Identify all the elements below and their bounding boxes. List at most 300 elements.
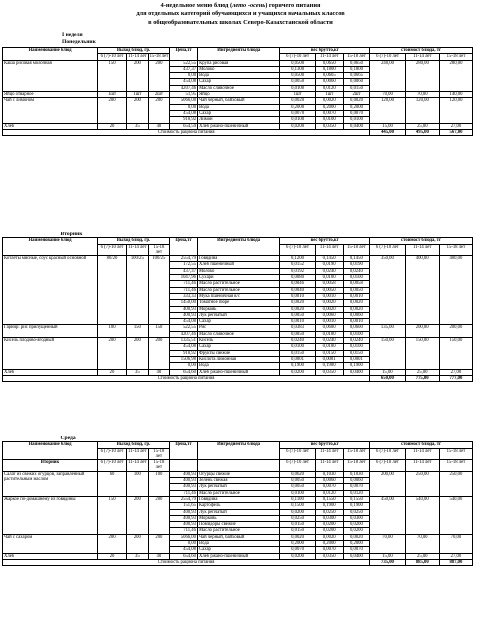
dish-output: 100 — [148, 471, 170, 496]
ingredient-weight: 0,0250 — [315, 509, 343, 515]
dish-cost: 120,00 — [439, 98, 472, 123]
header-age: 6 (7)-10 лет — [97, 244, 126, 256]
dish-output: 20 — [97, 123, 126, 129]
header-cost: стоимост блюда, тг — [370, 238, 473, 244]
ingredient-name: Молоко — [198, 66, 280, 72]
ingredient-weight: 0,0070 — [343, 547, 370, 553]
ingredient-price: 400,93 — [170, 515, 198, 521]
ingredient-weight: 0,0070 — [280, 547, 315, 553]
ingredient-name: Рис — [197, 325, 279, 331]
header-price: Цена,тг — [170, 442, 198, 460]
ingredient-price: 454,08 — [170, 319, 198, 325]
header-gross: вес брутто,кг — [280, 48, 370, 54]
ingredient-name: Масло растительное — [197, 490, 279, 496]
header-age: 15-18 лет — [148, 448, 170, 460]
ingredient-price: 51,95 — [170, 92, 198, 98]
ingredient-price: 454,08 — [170, 110, 198, 116]
ingredient-weight: 0,0010 — [343, 319, 370, 325]
ingredient-price: 333,33 — [170, 293, 198, 299]
header-age: 11-14 лет — [127, 448, 149, 460]
dish-name: Жаркое по-домашнему из говядины — [3, 496, 98, 534]
dish-name: Чай с сахаром — [3, 534, 98, 553]
ingredient-row — [3, 534, 473, 540]
dish-cost: 25,00 — [405, 123, 439, 129]
ingredient-weight: 0,0046 — [280, 281, 315, 287]
ingredient-price: 522,55 — [170, 325, 198, 331]
ingredient-weight: 1шт — [280, 92, 315, 98]
ingredient-price: 654,60 — [170, 553, 198, 559]
ingredient-name: Говядина — [197, 496, 279, 502]
dish-output: 35 — [127, 553, 149, 559]
ingredient-weight: 0,0010 — [315, 293, 343, 299]
ingredient-price: 522,55 — [170, 60, 198, 66]
ingredient-weight: 0,0152 — [280, 262, 315, 268]
ingredient-name: Лимон — [198, 117, 280, 123]
dish-cost: 120,00 — [405, 98, 439, 123]
ingredient-weight: 0,0070 — [315, 110, 343, 116]
ingredient-weight: 0,0020 — [343, 306, 370, 312]
ingredient-weight: 0,1030 — [315, 471, 343, 477]
ingredient-price: 711,46 — [170, 287, 198, 293]
ingredient-weight: 0,0300 — [315, 515, 343, 521]
ingredient-weight: 0,0250 — [343, 509, 370, 515]
dish-cost: 350,00 — [370, 256, 405, 325]
ingredient-weight: 0,0050 — [280, 484, 315, 490]
ingredient-price: 711,46 — [170, 281, 198, 287]
ingredient-weight: 0,0600 — [343, 325, 370, 331]
header-age: 11-14 лет — [405, 244, 439, 256]
dish-cost: 150,00 — [439, 338, 472, 369]
ingredient-weight: 0,0200 — [343, 522, 370, 528]
ingredient-name: Масло растительное — [197, 281, 279, 287]
ingredient-weight: 0,0192 — [280, 268, 315, 274]
total-cost: 885,00 — [405, 559, 439, 565]
ingredient-weight: 0,1450 — [343, 256, 370, 262]
dish-output: 100/25 — [148, 256, 170, 325]
header-age: 6 (7)-10 лет — [280, 244, 315, 256]
dish-output: 40 — [148, 553, 170, 559]
ingredient-weight: 0,0010 — [280, 319, 315, 325]
ingredient-weight: 0,0620 — [280, 471, 315, 477]
ingredient-weight: 0,0020 — [315, 534, 343, 540]
ingredient-name: Чай черный, байховый — [197, 534, 279, 540]
total-cost: 650,00 — [370, 375, 405, 381]
ingredient-name: Сухари — [197, 275, 279, 281]
ingredient-weight: 0,0010 — [315, 319, 343, 325]
ingredient-weight: 0,0100 — [315, 275, 343, 281]
ingredient-weight: 0,1450 — [315, 256, 343, 262]
dish-output: 1шт — [127, 92, 149, 98]
ingredient-weight: 0,0020 — [315, 98, 343, 104]
menu-table-day-1 — [2, 47, 473, 136]
header-age: 6 (7)-10 лет — [370, 448, 405, 460]
ingredient-name: Вода — [197, 541, 279, 547]
title-line-2: для отдельных категорий обучающихся и учащихся начальных классов — [136, 10, 345, 18]
ingredient-name: Огурцы свежие — [197, 471, 279, 477]
header-price: Цена,тг — [170, 48, 198, 61]
ingredient-weight: 0,1550 — [315, 496, 343, 502]
ingredient-weight: 0,0150 — [315, 350, 343, 356]
day-label: Среда — [60, 436, 76, 441]
ingredient-name: Хлеб ржано-пшеничный — [198, 123, 280, 129]
dish-name: Чай с лимоном — [3, 98, 98, 123]
ingredient-weight: 0,0100 — [343, 117, 370, 123]
ingredient-price: 454,08 — [170, 547, 198, 553]
ingredient-weight: 0,1500 — [280, 503, 315, 509]
dish-cost: 540,00 — [405, 496, 439, 534]
dish-cost: 280,00 — [405, 60, 439, 91]
ingredient-weight: 0,0240 — [315, 338, 343, 344]
header-age: 11-14 лет — [128, 54, 147, 60]
ingredient-weight: 0,0100 — [280, 344, 315, 350]
header-age: 15-18 лет — [343, 448, 370, 460]
ingredient-weight: 0,0150 — [343, 350, 370, 356]
ingredient-price: 654,59 — [170, 123, 198, 129]
ingredient-weight: 0,0020 — [280, 98, 315, 104]
dish-cost: 450,00 — [370, 496, 405, 534]
header-dish: Наименование блюд — [3, 48, 98, 61]
ingredient-weight: 0,0190 — [315, 262, 343, 268]
ingredient-name: Хлеб ржано-пшеничный — [197, 369, 279, 375]
dish-output: 2шт — [148, 92, 170, 98]
ingredient-price: 1450,00 — [170, 300, 198, 306]
header-age: 6 (7)-10 лет — [97, 54, 126, 60]
header-gross: вес брутто,кг — [280, 442, 370, 448]
ingredient-weight: 0,0500 — [280, 73, 315, 79]
ingredient-weight: 0,1030 — [343, 471, 370, 477]
total-cost: 775,00 — [405, 375, 439, 381]
ingredient-name: Хлеб пшеничный — [197, 262, 279, 268]
dish-output: 150 — [97, 496, 126, 534]
header-gross: вес брутто,кг — [280, 238, 370, 244]
ingredient-name: Вода — [197, 363, 279, 369]
header-age: 15-18 лет — [149, 54, 169, 60]
ingredient-name: Лук репчатый — [197, 484, 279, 490]
dish-output: 150 — [148, 325, 170, 338]
ingredient-weight: 0,0120 — [315, 85, 343, 91]
ingredient-weight: 0,1900 — [280, 363, 315, 369]
ingredient-weight: 0,0350 — [315, 369, 343, 375]
ingredient-name: Морковь — [197, 306, 279, 312]
ingredient-weight: 0,0300 — [343, 515, 370, 521]
ingredient-weight: 0,0240 — [315, 268, 343, 274]
dish-cost: 25,00 — [405, 369, 439, 375]
ingredient-name: Вода — [198, 73, 280, 79]
dish-cost: 400,00 — [439, 256, 472, 325]
ingredient-weight: 0,0650 — [315, 60, 343, 66]
total-cost: 887,00 — [439, 559, 472, 565]
ingredient-weight: 0,0100 — [343, 275, 370, 281]
header-age: 6 (7)-10 лет — [280, 448, 315, 460]
title-line-1: 4-недельное меню блюд (лето -осень) горячего питания — [160, 2, 321, 9]
ingredient-name: Чай черный, байховый — [198, 98, 280, 104]
ingredient-weight: 0,0200 — [343, 528, 370, 534]
dish-cost: 70,00 — [405, 92, 439, 98]
ingredient-name: Сахар — [197, 319, 279, 325]
ingredient-name: Сахар — [198, 79, 280, 85]
document-title — [0, 2, 481, 27]
ingredient-weight: 0,1900 — [343, 363, 370, 369]
ingredient-weight: 0,0240 — [280, 338, 315, 344]
ingredient-weight: 0,1550 — [343, 496, 370, 502]
ingredient-name: Масло сливочное — [198, 85, 280, 91]
ingredient-price: 0,00 — [170, 73, 198, 79]
dish-cost: 280,00 — [439, 60, 472, 91]
dish-output: 80/20 — [97, 256, 126, 325]
day-label: Вторник — [60, 232, 83, 237]
total-label: Стоимость рациона питания — [3, 375, 370, 381]
header-cost: стоимост блюда, тг — [370, 48, 473, 54]
header-ingredients: Ингредиенты блюда — [197, 442, 279, 460]
header-age: 15-18 лет — [148, 460, 170, 472]
dish-cost: 15,00 — [370, 369, 405, 375]
dish-output: 200 — [127, 338, 149, 369]
ingredient-name: Мука пшеничная в/с — [197, 293, 279, 299]
ingredient-weight: 0,0050 — [280, 331, 315, 337]
dish-name: Яйцо отварное — [3, 92, 98, 98]
ingredient-weight: 0,0350 — [315, 123, 343, 129]
ingredient-price: 5066,00 — [170, 98, 198, 104]
ingredient-name: Сахар — [197, 344, 279, 350]
dish-name: Хлеб — [3, 123, 98, 129]
header-age: 6 (7)-10 лет — [370, 54, 405, 60]
subhead-dish: Вторник — [3, 460, 98, 472]
empty-cell — [170, 460, 198, 472]
menu-table-day-2 — [2, 232, 473, 382]
ingredient-weight: 0,0020 — [343, 98, 370, 104]
ingredient-weight: 0,0240 — [343, 268, 370, 274]
dish-cost: 27,00 — [439, 123, 472, 129]
ingredient-price: 400,93 — [170, 478, 198, 484]
dish-cost: 400,00 — [405, 256, 439, 325]
total-label: Стоимость рациона питания — [3, 129, 370, 135]
ingredient-weight: 0,0060 — [315, 312, 343, 318]
dish-output: 200 — [148, 98, 170, 123]
dish-cost: 200,00 — [370, 471, 405, 496]
header-age: 11-14 лет — [315, 460, 343, 472]
dish-output: 35 — [127, 369, 149, 375]
dish-name: Гарнир: рис припущенный — [3, 325, 98, 338]
ingredient-price: 437,37 — [170, 66, 198, 72]
ingredient-price: 400,93 — [170, 471, 198, 477]
header-age: 6 (7)-10 лет — [370, 244, 405, 256]
header-age: 15-18 лет — [439, 460, 472, 472]
total-cost: 495,00 — [405, 129, 439, 135]
ingredient-weight: 0,0650 — [343, 60, 370, 66]
ingredient-weight: 0,0600 — [315, 325, 343, 331]
ingredient-weight: 0,0060 — [315, 79, 343, 85]
ingredient-price: 4207,46 — [170, 331, 198, 337]
ingredient-weight: 0,0200 — [280, 123, 315, 129]
ingredient-weight: 0,0060 — [343, 312, 370, 318]
ingredient-name: Сахар — [198, 110, 280, 116]
ingredient-weight: 0,0020 — [280, 300, 315, 306]
header-output: Выход блюд, гр. — [97, 238, 169, 244]
ingredient-name: Масло растительное — [197, 528, 279, 534]
ingredient-weight: 0,0070 — [315, 484, 343, 490]
ingredient-row — [3, 98, 473, 104]
header-age: 11-14 лет — [405, 460, 439, 472]
dish-cost: 25,00 — [405, 553, 439, 559]
ingredient-name: Масло сливочное — [197, 331, 279, 337]
header-age: 6 (7)-10 лет — [97, 460, 126, 472]
ingredient-weight: 0,0050 — [280, 79, 315, 85]
header-output: Выход блюд, гр. — [97, 442, 169, 448]
ingredient-price: 4207,46 — [170, 85, 198, 91]
header-age: 15-18 лет — [343, 54, 370, 60]
ingredient-weight: 0,0020 — [343, 300, 370, 306]
ingredient-weight: 0,0200 — [280, 553, 315, 559]
dish-output: 200 — [127, 98, 149, 123]
ingredient-price: 5066,00 — [170, 534, 198, 540]
ingredient-weight: 0,0120 — [315, 490, 343, 496]
ingredient-weight: 0,0010 — [280, 293, 315, 299]
ingredient-weight: 0,0050 — [315, 287, 343, 293]
ingredient-weight: 0,0001 — [343, 356, 370, 362]
ingredient-weight: 0,0400 — [343, 123, 370, 129]
ingredient-weight: 0,0100 — [343, 331, 370, 337]
dish-cost: 150,00 — [370, 338, 405, 369]
header-age: 15-18 лет — [343, 460, 370, 472]
ingredient-name: Зелень свежая — [197, 478, 279, 484]
ingredient-weight: 0,0070 — [343, 110, 370, 116]
ingredient-weight: 0,0100 — [315, 117, 343, 123]
ingredient-weight: 0,0060 — [343, 478, 370, 484]
total-cost: 567,00 — [439, 129, 472, 135]
total-cost: 777,00 — [439, 375, 472, 381]
dish-output: 200 — [148, 534, 170, 553]
header-age: 11-14 лет — [405, 54, 439, 60]
ingredient-weight: 2шт — [343, 92, 370, 98]
dish-output: 20 — [97, 369, 126, 375]
dish-output: 200 — [127, 534, 149, 553]
ingredient-weight: 0,1300 — [280, 66, 315, 72]
ingredient-price: 711,46 — [170, 490, 198, 496]
header-ingredients: Ингредиенты блюда — [198, 48, 280, 61]
ingredient-weight: 0,0010 — [343, 293, 370, 299]
ingredient-weight: 0,0100 — [280, 490, 315, 496]
ingredient-weight: 0,2000 — [315, 104, 343, 110]
dish-output: 40 — [148, 123, 170, 129]
ingredient-weight: 0,0020 — [280, 534, 315, 540]
dish-output: 1шт — [97, 92, 126, 98]
ingredient-weight: 0,0050 — [343, 287, 370, 293]
dish-cost: 70,00 — [405, 534, 439, 553]
ingredient-weight: 0,2000 — [343, 541, 370, 547]
ingredient-weight: 0,1200 — [280, 256, 315, 262]
dish-output: 200 — [127, 496, 149, 534]
ingredient-weight: 0,1900 — [343, 503, 370, 509]
dish-name: Хлеб — [3, 553, 98, 559]
ingredient-weight: 0,1800 — [315, 66, 343, 72]
dish-output: 60 — [97, 471, 126, 496]
dish-output: 35 — [127, 123, 149, 129]
ingredient-name: Морковь — [197, 515, 279, 521]
header-age: 15-18 лет — [439, 448, 472, 460]
dish-output: 100 — [97, 325, 126, 338]
ingredient-weight: 0,2000 — [315, 541, 343, 547]
ingredient-weight: 0,0040 — [280, 287, 315, 293]
ingredient-weight: 0,0240 — [343, 338, 370, 344]
header-age: 6 (7)-10 лет — [280, 54, 315, 60]
ingredient-name: Молоко — [197, 268, 279, 274]
header-age: 11-14 лет — [315, 448, 343, 460]
ingredient-name: Томатное пюре — [197, 300, 279, 306]
ingredient-weight: 0,0250 — [280, 515, 315, 521]
total-cost: 445,00 — [370, 129, 405, 135]
ingredient-weight: 0,0020 — [315, 306, 343, 312]
ingredient-weight: 0,0020 — [280, 306, 315, 312]
ingredient-weight: 0,0100 — [315, 344, 343, 350]
ingredient-weight: 0,0100 — [280, 85, 315, 91]
ingredient-name: Говядина — [197, 256, 279, 262]
ingredient-weight: 0,1900 — [315, 363, 343, 369]
header-age: 11-14 лет — [127, 244, 149, 256]
dish-name: Каша рисовая молочная — [3, 60, 98, 91]
dish-cost: 15,00 — [370, 123, 405, 129]
ingredient-weight: 0,0400 — [343, 553, 370, 559]
ingredient-name: Картофель — [197, 503, 279, 509]
ingredient-price: 454,08 — [170, 79, 198, 85]
header-age: 15-18 лет — [148, 244, 170, 256]
dish-cost: 27,00 — [439, 553, 472, 559]
header-age: 11-14 лет — [315, 54, 343, 60]
ingredient-weight: 0,0001 — [280, 356, 315, 362]
ingredient-weight: 0,0060 — [343, 79, 370, 85]
dish-cost: 70,00 — [370, 92, 405, 98]
ingredient-price: 711,46 — [170, 528, 198, 534]
dish-name: Хлеб — [3, 369, 98, 375]
ingredient-weight: 0,0060 — [315, 478, 343, 484]
header-age: 15-18 лет — [343, 244, 370, 256]
week-label: I неделя — [62, 32, 83, 38]
ingredient-name: Кисель — [197, 338, 279, 344]
ingredient-weight: 0,1800 — [343, 66, 370, 72]
dish-cost: 140,00 — [439, 92, 472, 98]
dish-output: 20 — [97, 553, 126, 559]
dish-cost: 200,00 — [405, 325, 439, 338]
ingredient-price: 918,92 — [170, 117, 198, 123]
dish-output: 200 — [148, 496, 170, 534]
ingredient-price: 400,93 — [170, 509, 198, 515]
ingredient-weight: 0,2000 — [280, 541, 315, 547]
ingredient-weight: 0,0100 — [315, 331, 343, 337]
ingredient-price: 437,37 — [170, 268, 198, 274]
ingredient-price: 654,60 — [170, 369, 198, 375]
ingredient-name: Лук репчатый — [197, 509, 279, 515]
dish-name: Кисель плодово-ягодный — [3, 338, 98, 369]
dish-output: 150 — [97, 60, 126, 91]
ingredient-weight: 0,0050 — [280, 312, 315, 318]
ingredient-price: 1335,51 — [170, 338, 198, 344]
dish-output: 200 — [97, 534, 126, 553]
header-output: Выход блюд, гр. — [97, 48, 169, 54]
header-age: 11-14 лет — [127, 460, 149, 472]
ingredient-name: Вода — [198, 104, 280, 110]
ingredient-weight: 0,0400 — [343, 369, 370, 375]
dish-output: 200 — [148, 60, 170, 91]
dish-name: Салат из свежих огурцов, заправленный растительным маслом — [3, 471, 98, 496]
ingredient-price: 454,08 — [170, 344, 198, 350]
ingredient-name: Яйцо — [198, 92, 280, 98]
ingredient-weight: 0,0200 — [280, 509, 315, 515]
ingredient-weight: 0,0150 — [343, 85, 370, 91]
ingredient-weight: 0,0050 — [280, 478, 315, 484]
ingredient-weight: 0,2000 — [343, 104, 370, 110]
ingredient-weight: 0,0150 — [280, 522, 315, 528]
ingredient-weight: 0,0383 — [280, 325, 315, 331]
header-cost: стоимост блюда, тг — [370, 442, 473, 448]
